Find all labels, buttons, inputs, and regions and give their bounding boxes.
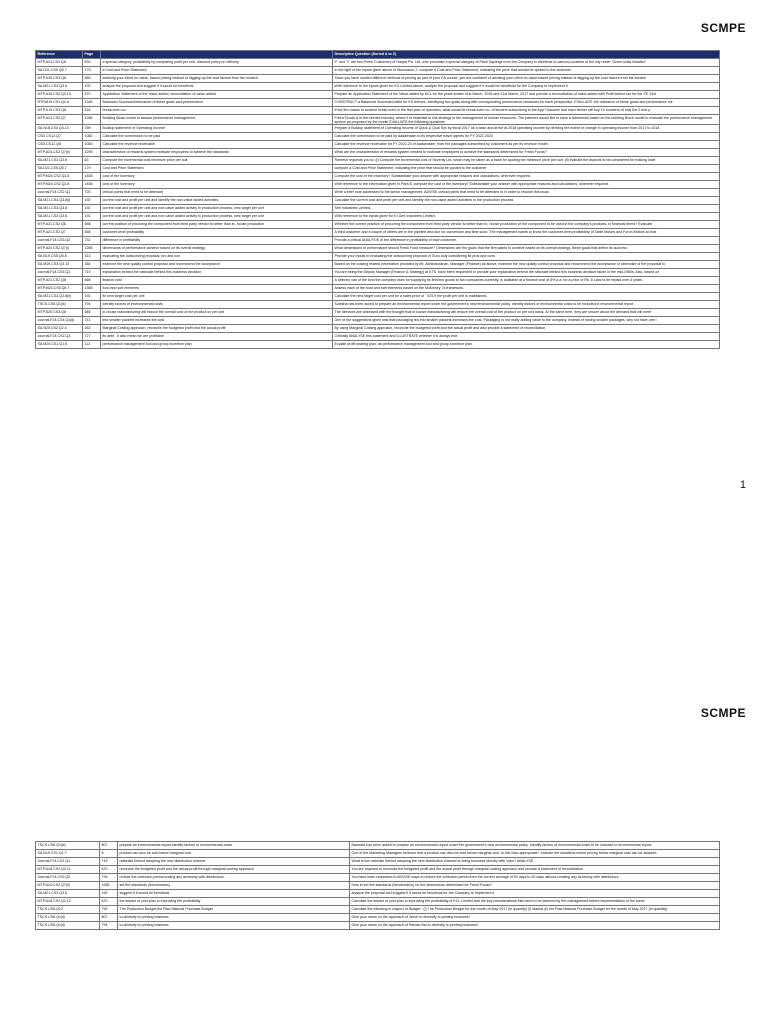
cell-description: Assess each of the food and soft elements based on the McKinsey 7s framework. [333, 285, 720, 293]
cell-topic: difference in profitability [101, 237, 333, 245]
cell-reference: RTP.M19.CS1.Q1.6 [36, 99, 83, 107]
cell-topic: to diversify to printing business [118, 922, 350, 930]
cell-topic: rationale behind adopting the new distribution channel [118, 858, 350, 866]
table-row [36, 842, 720, 850]
cell-topic: Compute the incremental cost,minimum price per suit [101, 157, 333, 165]
table-row [36, 245, 720, 253]
cell-reference: TSCS.CS5.Q1(iii) [36, 301, 83, 309]
cell-reference: MTP.M24.CS2.Q2.8 [36, 181, 83, 189]
cell-topic: Buildup statement of Operating Income [101, 125, 333, 133]
cell-description: Calculate the following in respect of Budget : (i) The Production Budget for the month of May 2017 (in quantity) (5 Marks) (ii) the Raw Material Purchase Budget for the month of May 2017 (in quantity) [350, 906, 720, 914]
cell-reference: Journal.F24.CS4.Q1(ii) [36, 317, 83, 325]
cell-description: How to set the standards (benchmarks) for the dimensions determined for Fresh Foods? [350, 882, 720, 890]
cell-description: With reference to the inputs given for KG Limited above, analyze the proposal and suggest if it would be beneficial for the Company to implement it [333, 83, 720, 91]
table-row [36, 59, 720, 67]
cell-topic: Marginal Costing approach, reconcile the budgeted profit and the actual profit [101, 325, 333, 333]
cell-page: 192 [100, 890, 118, 898]
cell-topic: current position of procuring the component from third party vendor is better than in- house production [101, 221, 333, 229]
table-row [36, 133, 720, 141]
cell-page: 192 [83, 213, 101, 221]
cell-reference: Journal.F24.CS1.Q1 [36, 858, 100, 866]
table-row [36, 91, 720, 99]
table-row [36, 189, 720, 197]
cell-reference: Journal.F24.CS3.Q2 [36, 237, 83, 245]
cell-description: Explain profit sharing plan, as performance management tool and group incentive plan. [333, 341, 720, 349]
cell-topic: The Production Budget,the Raw Material Purchase Budget [118, 906, 350, 914]
cell-reference: CSD.CS12.Q8 [36, 141, 83, 149]
table-row [36, 914, 720, 922]
table-row [36, 882, 720, 890]
cell-description: analyze the proposal and suggest if it would be beneficial for the Company to implement it [350, 890, 720, 898]
cell-topic: advising your client on value- based pricing instead of digging-up the cost factors from the scratch. [101, 75, 333, 83]
cell-reference: MTP.M24.CS2.Q2.8 [36, 173, 83, 181]
cell-reference: MTP.D20.CS3.Q8 [36, 309, 83, 317]
cell-description: Calculate the revenue receivable for FY 2022-23 of Aadarhaam, from the packages subscribed by customers as per its revenue model. [333, 141, 720, 149]
cell-topic: product can also be sold below marginal cost [118, 850, 350, 858]
cell-description: CONSTRUCT a Balanced Scorecard table for KS Airlines, identifying two goals along with corresponding performance measures for each perspective. EVALUATE the relevance of these goals and performance me [333, 99, 720, 107]
cell-topic: reconcile the budgeted profit and the actual profit through marginal costing approach [118, 866, 350, 874]
table-row [36, 165, 720, 173]
cell-description: Sulekha has been asked to prepare an environmental report under the government's new environmental policy. Identify factors of environmental costs to be included in environmental report. [333, 301, 720, 309]
cell-page: 670 [100, 866, 118, 874]
cell-reference: MTP.A24.CS2.Q7(ii) [36, 882, 100, 890]
table-body [36, 59, 720, 349]
table-body [36, 842, 720, 930]
cell-description: Whether the current practice of procuring the component from third party vendor is better than in- house production of the component to be used in the company's products, in financial terms? Evaluate [333, 221, 720, 229]
cell-description: In the light of the inputs given above in Discussion 2, compute a Cost and Price Statement, indicating the price that should be quoted to the customer [333, 67, 720, 75]
table-row [36, 197, 720, 205]
table-row [36, 141, 720, 149]
table-row [36, 317, 720, 325]
cell-topic: cost of the inventory [101, 173, 333, 181]
cell-page: 192 [83, 293, 101, 301]
cell-reference: TSCS.CS5.Q12 [36, 906, 100, 914]
table-row [36, 898, 720, 906]
table-row [36, 906, 720, 914]
cell-page: 585 [83, 75, 101, 83]
cell-page: 670 [83, 91, 101, 99]
cell-page: 179 [83, 67, 101, 75]
cell-description: Compute the cost of the inventory? Substantiate your answer with appropriate reasons and calculations, wherever required. [333, 173, 720, 181]
table-row [36, 181, 720, 189]
cell-description: You are required to reconcile the budgeted profit and the actual profit through marginal costing approach and provide a statement of reconciliation. [350, 866, 720, 874]
table-row [36, 285, 720, 293]
cell-topic: dimensions of performance,achieve based on its overall strategy, [101, 245, 333, 253]
cell-topic: evaluating the outsourcing proposal, pro and con [101, 253, 333, 261]
table-row [36, 149, 720, 157]
cell-description: By using Marginal Costing approach, reconcile the budgeted profit and the actual profit and also provide a statement of reconciliation [333, 325, 720, 333]
brand-label: SCMPE [700, 706, 746, 720]
cell-reference: MTP.A24.CS1.Q8 [36, 59, 83, 67]
cell-page: 741 [83, 317, 101, 325]
cell-description: You have been requested to ADVISE ways to reduce the collection period from the current average of 50 days to 30 days without creating any acrimony with distributors. [350, 874, 720, 882]
cell-topic: into smaller packets increases the cost [101, 317, 333, 325]
cell-reference: SA.M21.CS3.Q3.6 [36, 83, 83, 91]
cell-description: With reference to the inputs given for KI Gee Industries Limited, [333, 213, 720, 221]
cell-description: Calculate the commission to be paid by Aadarhaam to its respective travel agents for FY 2022-2023 [333, 133, 720, 141]
cell-reference: TSCS.CS6.Q1(ii) [36, 914, 100, 922]
cell-reference: Journal.F24.CS2.Q3 [36, 333, 83, 341]
table-row [36, 125, 720, 133]
cell-page: 1285 [83, 245, 101, 253]
cell-reference: SA.M21.CS3.Q3.8 [36, 157, 83, 165]
cell-page: 262 [83, 325, 101, 333]
header-topic [101, 51, 333, 59]
cell-page: 807 [100, 914, 118, 922]
cell-description: Critically ANALYSE this statement and ILLUSTRATE whether it is always true. [333, 333, 720, 341]
header-reference: Reference [36, 51, 83, 59]
cell-topic: to diversify to printing business [118, 914, 350, 922]
cell-description: Calculate the new target cost per unit for a sales price of ` 675 if the profit per unit is maintained. [333, 293, 720, 301]
cell-page: 6 [100, 850, 118, 858]
cell-page: 725 [83, 189, 101, 197]
table-row [36, 341, 720, 349]
cell-description: What is the rationale behind adopting the new distribution channel of doing business directly with Voko? ANALYSE. [350, 858, 720, 866]
cell-topic: current cost and profit per unit and identify the non-value added activities [101, 197, 333, 205]
cell-page: 192 [83, 197, 101, 205]
cell-reference: MTP.A24.CS2.Q7(i) [36, 245, 83, 253]
cell-description: See Industries Limited, [333, 205, 720, 213]
table-row [36, 213, 720, 221]
cell-page: 298 [83, 125, 101, 133]
cell-topic: its debt , it also mean we are profitable [101, 333, 333, 341]
cell-topic: set the standards (benchmarks) [118, 882, 350, 890]
cell-topic: cost of the inventory [101, 181, 333, 189]
cell-reference: MTP.A21.CS2.Q7 [36, 229, 83, 237]
cell-topic: Calculate the revenue receivable [101, 141, 333, 149]
cell-description: Based on the costing related information provided by Mr. Abhinandanan, Manager (Finance) as above, examine the new quality control proposal and recommend the acceptance or otherwise of the proposal to [333, 261, 720, 269]
cell-reference: SA.N19.CS1.Q1.7 [36, 850, 100, 858]
cell-reference: SA.M21.CS3.Q3.8 [36, 205, 83, 213]
cell-reference: MTP.A21.CS2.Q6 [36, 221, 83, 229]
cell-page: 639 [83, 59, 101, 67]
cell-reference: SA.M19.CS3.Q3.13 [36, 261, 83, 269]
cell-page: 313 [83, 253, 101, 261]
cell-description: Provide your inputs in evaluating the outsourcing proposal of Guru duly considering its pros and cons [333, 253, 720, 261]
cell-page: 568 [83, 277, 101, 285]
cell-page: 792 [100, 906, 118, 914]
table-row [36, 293, 720, 301]
cell-page: 794 [83, 301, 101, 309]
cell-reference: SA.M21.CS3.Q3.6 [36, 890, 100, 898]
cell-description: Namrata has been asked to prepare an environmental report under the government's new environmental policy. Identify factors of environmental costs to be included in environmental report. [350, 842, 720, 850]
cell-topic: fix new target cost per unit [101, 293, 333, 301]
cell-description: One of the Marketing Managers believes that a product can also be sold below marginal cost. Is this view appropriate? Indicate the situations where pricing below marginal cost can be adopted. [350, 850, 720, 858]
cell-page: 1365 [83, 285, 101, 293]
cell-description: A delivery van of the kind the company uses for supplying its finished goods to two companies currently, is available at a finance cost of 8% p.a. for a price of Rs. 6 Lacs to be repaid over 4 years. [333, 277, 720, 285]
cell-page: 112 [83, 341, 101, 349]
cell-description: Ramesh requests you to: (i) Compute the incremental cost of Seventy Ltd. which may be taken as a base for quoting the minimum price per suit. (ii) indicate the aspects to be considered for making lowe [333, 157, 720, 165]
cell-topic: a special category, profitability by comparing profit per unit, discount policy on delivery [101, 59, 333, 67]
cell-topic: performance management tool and group incentive plan [101, 341, 333, 349]
cell-description: Provide a critical ANALYSIS of the difference in profitability of each customer. [333, 237, 720, 245]
cell-reference: SA.M21.CS3.Q3.8(ii) [36, 293, 83, 301]
cell-page: 715 [100, 858, 118, 866]
cell-reference: MTP.A18.CS2.Q2.11 [36, 866, 100, 874]
cell-description: A third customer and a couple of others are in the pipeline and due for conversion any time soon. The management wants to know the customer-level profitability of Table Motors and Foron Motors so that [333, 229, 720, 237]
cell-page: 568 [83, 221, 101, 229]
cell-reference: MTP.A18.CS2.Q3.13 [36, 91, 83, 99]
cell-reference: SA.N18.CS4.Q3.13 [36, 125, 83, 133]
cell-reference: MTP.M23.CS5.Q5.7 [36, 285, 83, 293]
cell-description: What dimensions of performance should Fresh Food measure? Dimensions are the goals that the firm wants to achieve based on its overall strategy, these goals that define its success. [333, 245, 720, 253]
questions-table [35, 50, 720, 349]
table-row [36, 99, 720, 107]
cell-page: 719 [83, 269, 101, 277]
cell-reference: MTP.A21.CS2.Q8 [36, 277, 83, 285]
cell-description: You are being the Deputy Manager (Finance & Strategy) at KTS, have been requested to provide your explanation behind the rationale behind this business decision taken in the mid-1980s. Also, based on [333, 269, 720, 277]
cell-topic: customer-level profitability [101, 229, 333, 237]
cell-page: 1458 [83, 181, 101, 189]
header-page: Page [83, 51, 101, 59]
cell-topic: Calculate the commission to be paid [101, 133, 333, 141]
cell-topic: finance cost [101, 277, 333, 285]
cell-page: 63 [83, 157, 101, 165]
table-row [36, 866, 720, 874]
table-row [36, 237, 720, 245]
table-row [36, 277, 720, 285]
cell-topic: Identify factors of environmental costs [101, 301, 333, 309]
table-row [36, 83, 720, 91]
table-row [36, 333, 720, 341]
brand-label: SCMPE [700, 21, 746, 35]
cell-reference: MTP.D20.CS3.Q6 [36, 75, 83, 83]
cell-description: Give your views on the approach of Jeevh to diversify to printing business? [350, 914, 720, 922]
page-1 [0, 0, 768, 500]
table-row [36, 874, 720, 882]
cell-page: 807 [100, 842, 118, 850]
cell-topic: current cost and profit per unit and non-value added activity in production process, new target per unit [101, 213, 333, 221]
cell-page: 727 [83, 333, 101, 341]
cell-page: 179 [83, 165, 101, 173]
table-row [36, 325, 720, 333]
table-row [36, 205, 720, 213]
table-header-row [36, 51, 720, 59]
cell-reference: SA.D21.CS5.Q5.7 [36, 165, 83, 173]
table-row [36, 858, 720, 866]
table-row [36, 890, 720, 898]
page-gap [0, 500, 768, 692]
cell-reference: SA.M20.CS1.Q1.6 [36, 341, 83, 349]
table-row [36, 221, 720, 229]
cell-description: What are the characteristics of rewards system needed to motivate employees to achieve the standards determined for Fresh Foods? [333, 149, 720, 157]
cell-topic: Building Block model to assess performance management [101, 115, 333, 125]
cell-description: Give your views on the approach of Raman Bai to diversify to printing business? [350, 922, 720, 930]
table-row [36, 67, 720, 75]
cell-reference: SA.N19.CS5.Q5.8 [36, 253, 83, 261]
cell-topic: suggest if it would be beneficial [118, 890, 350, 898]
cell-reference: MTP.A24.CS2.Q7 [36, 115, 83, 125]
cell-description: Prepare a Buildup statement of Operating Income of Quick & Qual Sys by fiscal 2017 as a base and arrive at 2018 operating income by deriving the extent of change in operating income from 2017 to 2018 [333, 125, 720, 133]
cell-page: 670 [100, 898, 118, 906]
cell-reference: MTP.A18.CS2.Q2.12 [36, 898, 100, 906]
cell-topic: analyze the proposal and suggest if it would be beneficial [101, 83, 333, 91]
cell-page: 1286 [83, 115, 101, 125]
cell-topic: Application Statement of the Value added; reconciliation of value added [101, 91, 333, 99]
cell-description: One of the suggestions given was that packaging tea into smaller packets increases the cost. Packaging is not really adding value to the company. Instead of having smaller packages, why not have one l [333, 317, 720, 325]
cell-topic: the impact of your plan in improving the profitability [118, 898, 350, 906]
cell-reference: MTP.A24.CS2.Q7(ii) [36, 149, 83, 157]
cell-topic: break-even no. [101, 107, 333, 115]
questions-table-continued [35, 841, 720, 930]
table-row [36, 115, 720, 125]
cell-reference: Journal.F24.CS3.Q1 [36, 269, 83, 277]
table-row [36, 75, 720, 83]
cell-description: compute a Cost and Price Statement, indicating the price that should be quoted to the customer [333, 165, 720, 173]
cell-topic: examine the new quality control proposal and recommend the acceptance [101, 261, 333, 269]
cell-description: Calculate the current cost and profit per unit and identify the non-value added activities in the production process [333, 197, 720, 205]
cell-topic: in-house manufacturing will reduce the overall cost of the product on per unit [101, 309, 333, 317]
cell-page: 568 [83, 229, 101, 237]
cell-description: Since you have studied different methods of pricing as part of your CA course, you are confident of advising your client on value-based pricing instead of digging-up the cost factors from the scratch [333, 75, 720, 83]
cell-topic: current cost and profit per unit and non-value added activity in production process, new target per unit [101, 205, 333, 213]
cell-page: 585 [83, 309, 101, 317]
cell-page: 192 [83, 83, 101, 91]
cell-page: 1458 [83, 173, 101, 181]
table-row [36, 173, 720, 181]
cell-topic: Balanced Scorecard/relevance of these goals and performance [101, 99, 333, 107]
cell-reference: TSCS.CS6.Q1(iii) [36, 842, 100, 850]
cell-reference: Journal.F24.CS2.Q1 [36, 189, 83, 197]
cell-topic: explanation behind the rationale behind this business decision [101, 269, 333, 277]
cell-page: 726 [100, 874, 118, 882]
cell-topic: Cost and Price Statement [101, 165, 333, 173]
cell-reference: SA.M21.CS3.Q3.8(i) [36, 197, 83, 205]
cell-reference: MTP.D19.CS3.Q8 [36, 107, 83, 115]
table-row [36, 261, 720, 269]
cell-reference: CSD.CS12.Q7 [36, 133, 83, 141]
cell-topic: prepare an environmental report,identify factors of environmental costs [118, 842, 350, 850]
cell-topic: critical points that need to be attended [101, 189, 333, 197]
table-row [36, 253, 720, 261]
cell-reference: SA.D21.CS5.Q5.7 [36, 67, 83, 75]
cell-topic: reduce the collection period,ending any acrimony with distributors. [118, 874, 350, 882]
page-number: 1 [739, 479, 746, 491]
cell-description: Fresh Foods is in the service industry, where it is essential to link strategy to the management of human resources. The partners would like to have a framework based on the building Block model to evaluate the performance management system as proposed by the model EVALUATE the following questions [333, 115, 720, 125]
cell-topic: food and soft elements [101, 285, 333, 293]
table-row [36, 309, 720, 317]
cell-page: 1082 [83, 133, 101, 141]
cell-topic: a Cost and Price Statement [101, 67, 333, 75]
table-row [36, 922, 720, 930]
cell-reference: Journal.F24.CS2.Q2 [36, 874, 100, 882]
table-row [36, 269, 720, 277]
cell-page: 354 [83, 261, 101, 269]
cell-page: 1346 [83, 99, 101, 107]
table-row [36, 157, 720, 165]
table-row [36, 107, 720, 115]
cell-description: The directors are obsessed with the thought that in-house manufacturing will reduce the overall cost of the product on per unit basis. At the same time, they are unsure about the demand that will meet [333, 309, 720, 317]
cell-description: Prepare an Application Statement of the Value added by KCL for the years ended 31st March, 2018 and 31st March, 2017 and provide a reconciliation of value added with Profit before tax for the YE 31st [333, 91, 720, 99]
cell-reference: SA.M21.CS3.Q3.8 [36, 213, 83, 221]
cell-description: Calculate the impact of your plan in improving the profitability of KCL Limited and the key considerations that need to be factored by the management before implementation of the same. [350, 898, 720, 906]
table-row [36, 850, 720, 858]
cell-page: 1285 [100, 882, 118, 890]
table-row [36, 229, 720, 237]
cell-page: 794 [100, 922, 118, 930]
cell-description: 'F' and 'Y' are two Prime Customers of Harpal Pvt. Ltd. who purchase a special category of Plant Saplings from the Company to distribute to various societies of the city under 'Green India Initiative' [333, 59, 720, 67]
cell-page: 634 [83, 107, 101, 115]
cell-page: 731 [83, 237, 101, 245]
cell-description: Write a brief note addressed to the senior management, ADVISE critical points that need to be attended to in order to resolve this issue. [333, 189, 720, 197]
cell-description: With reference to the information given in Para 8, compute the cost of the inventory? Substantiate your answer with appropriate reasons and calculations, wherever required. [333, 181, 720, 189]
cell-reference: SA.N20.CS2.Q2.4 [36, 325, 83, 333]
cell-page: 192 [83, 205, 101, 213]
cell-description: If the firm wants to achieve break even in the first year of operation, what would be break-even no. of farmers subscribing to the App? Assume that each farmer will buy 10 numbers of only the 2-test p [333, 107, 720, 115]
cell-reference: TSCS.CS5.Q1(ii) [36, 922, 100, 930]
cell-page: 1083 [83, 141, 101, 149]
table-row [36, 301, 720, 309]
header-description: Descriptive Question (Sorted A to Z) [333, 51, 720, 59]
page-2 [0, 692, 768, 1024]
cell-topic: characteristics of rewards system,motivate employees to achieve the standards [101, 149, 333, 157]
cell-page: 1295 [83, 149, 101, 157]
